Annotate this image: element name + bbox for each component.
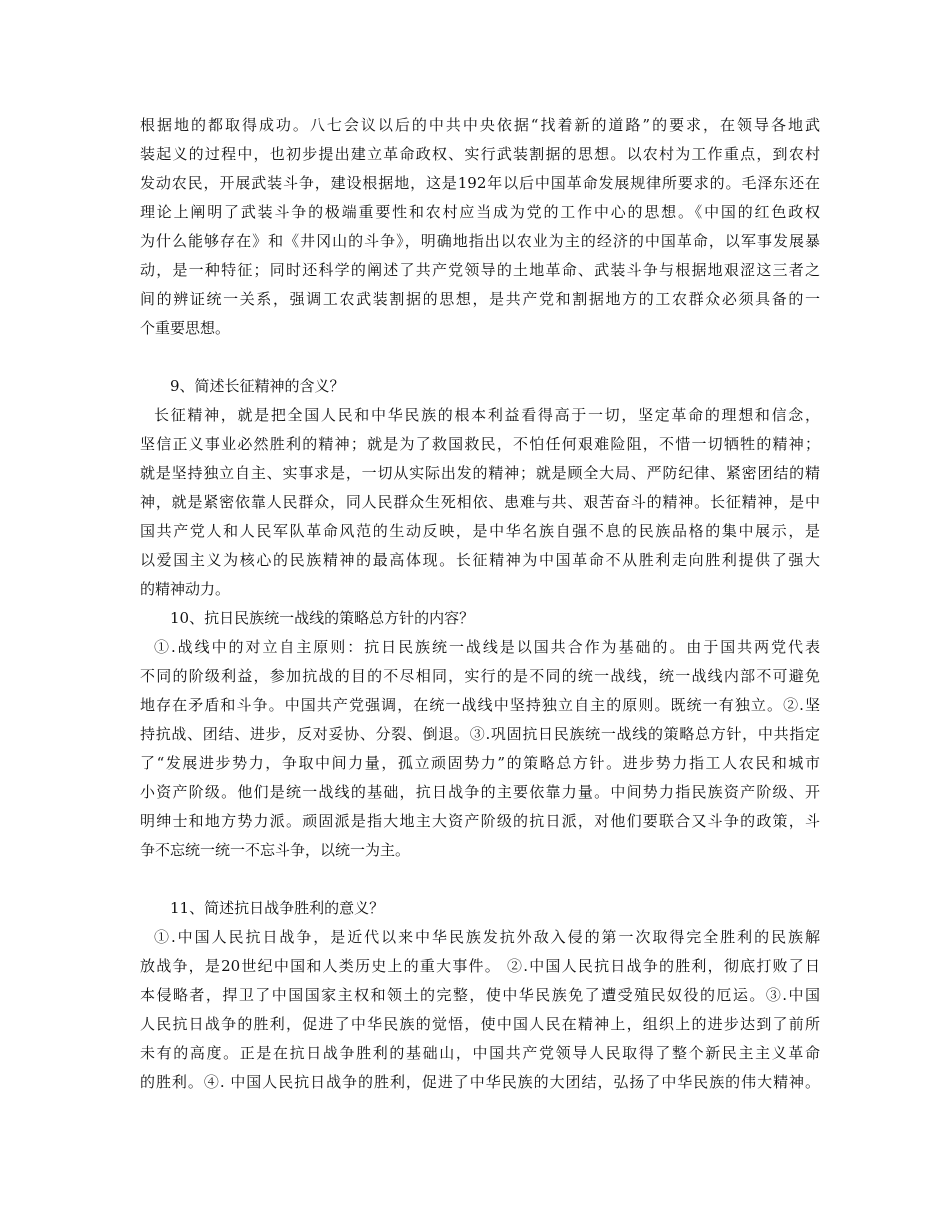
paragraph-line: 个重要思想。 [140, 319, 231, 337]
paragraph-line: 本侵略者，捍卫了中国国家主权和领土的完整，使中华民族免了遭受殖民奴役的厄运。③.中国 [140, 986, 820, 1004]
spacer [140, 343, 820, 372]
paragraph-line: 地存在矛盾和斗争。中国共产党强调，在统一战线中坚持独立自主的原则。既统一有独立。②.坚 [140, 696, 820, 714]
paragraph-line: 动，是一种特征；同时还科学的阐述了共产党领导的土地革命、武装斗争与根据地艰涩这三者之 [140, 261, 820, 279]
section-10 [140, 604, 820, 865]
paragraph-line: 装起义的过程中，也初步提出建立革命政权、实行武装割据的思想。以农村为工作重点，到农村 [140, 145, 820, 163]
paragraph-line: ①.战线中的对立自主原则：抗日民族统一战线是以国共合作为基础的。由于国共两党代表 [154, 638, 820, 656]
paragraph-line: 小资产阶级。他们是统一战线的基础，抗日战争的主要依靠力量。中间势力指民族资产阶级、开 [140, 783, 820, 801]
paragraph-line: 的胜利。④. 中国人民抗日战争的胜利，促进了中华民族的大团结，弘扬了中华民族的伟大精神。 [140, 1073, 820, 1091]
paragraph-line: 不同的阶级利益，参加抗战的目的不尽相同，实行的是不同的统一战线，统一战线内部不可避免 [140, 667, 820, 685]
paragraph-line: 明绅士和地方势力派。顽固派是指大地主大资产阶级的抗日派，对他们要联合又斗争的政策，斗 [140, 812, 820, 830]
paragraph-line: 未有的高度。正是在抗日战争胜利的基础山，中国共产党领导人民取得了整个新民主主义革命 [140, 1044, 820, 1062]
paragraph-line: 的精神动力。 [140, 580, 231, 598]
paragraph-line: 为什么能够存在》和《井冈山的斗争》，明确地指出以农业为主的经济的中国革命，以军事发展暴 [140, 232, 820, 250]
paragraph-line: 国共产党人和人民军队革命风范的生动反映，是中华名族自强不息的民族品格的集中展示，是 [140, 522, 820, 540]
paragraph-line: 放战争，是20世纪中国和人类历史上的重大事件。 ②.中国人民抗日战争的胜利，彻底打败了日 [140, 957, 820, 975]
question-heading: 10、抗日民族统一战线的策略总方针的内容？ [170, 609, 475, 627]
section-8-tail [140, 111, 820, 343]
paragraph-line: 间的辨证统一关系，强调工农武装割据的思想，是共产党和割据地方的工农群众必须具备的一 [140, 290, 820, 308]
paragraph-line: 神，就是紧密依靠人民群众，同人民群众生死相依、患难与共、艰苦奋斗的精神。长征精神，是中 [140, 493, 820, 511]
paragraph-line: 持抗战、团结、进步，反对妥协、分裂、倒退。③.巩固抗日民族统一战线的策略总方针，中共指定 [140, 725, 820, 743]
paragraph-line: 了“发展进步势力，争取中间力量，孤立顽固势力”的策略总方针。进步势力指工人农民和城市 [140, 754, 820, 772]
section-11 [140, 894, 820, 1097]
paragraph-line: 根据地的都取得成功。八七会议以后的中共中央依据“找着新的道路”的要求，在领导各地武 [140, 116, 820, 134]
paragraph-line: 发动农民，开展武装斗争，建设根据地，这是192年以后中国革命发展规律所要求的。毛泽东还在 [140, 174, 820, 192]
question-heading: 9、简述长征精神的含义？ [170, 377, 345, 395]
paragraph-line: 理论上阐明了武装斗争的极端重要性和农村应当成为党的工作中心的思想。《中国的红色政权 [140, 203, 820, 221]
spacer [140, 865, 820, 894]
paragraph-line: 就是坚持独立自主、实事求是，一切从实际出发的精神；就是顾全大局、严防纪律、紧密团结的精 [140, 464, 820, 482]
paragraph-line: 人民抗日战争的胜利，促进了中华民族的觉悟，使中国人民在精神上，组织上的进步达到了前所 [140, 1015, 820, 1033]
paragraph-line: 长征精神，就是把全国人民和中华民族的根本利益看得高于一切，坚定革命的理想和信念， [154, 406, 820, 424]
paragraph-line: 坚信正义事业必然胜利的精神；就是为了救国救民，不怕任何艰难险阻，不惜一切牺牲的精神； [140, 435, 820, 453]
paragraph-line: 以爱国主义为核心的民族精神的最高体现。长征精神为中国革命不从胜利走向胜利提供了强大 [140, 551, 820, 569]
document-page [140, 111, 820, 1097]
paragraph-line: ①.中国人民抗日战争，是近代以来中华民族发抗外敌入侵的第一次取得完全胜利的民族解 [154, 928, 820, 946]
question-heading: 11、简述抗日战争胜利的意义？ [170, 899, 385, 917]
paragraph-line: 争不忘统一统一不忘斗争，以统一为主。 [140, 841, 411, 859]
section-9 [140, 372, 820, 604]
